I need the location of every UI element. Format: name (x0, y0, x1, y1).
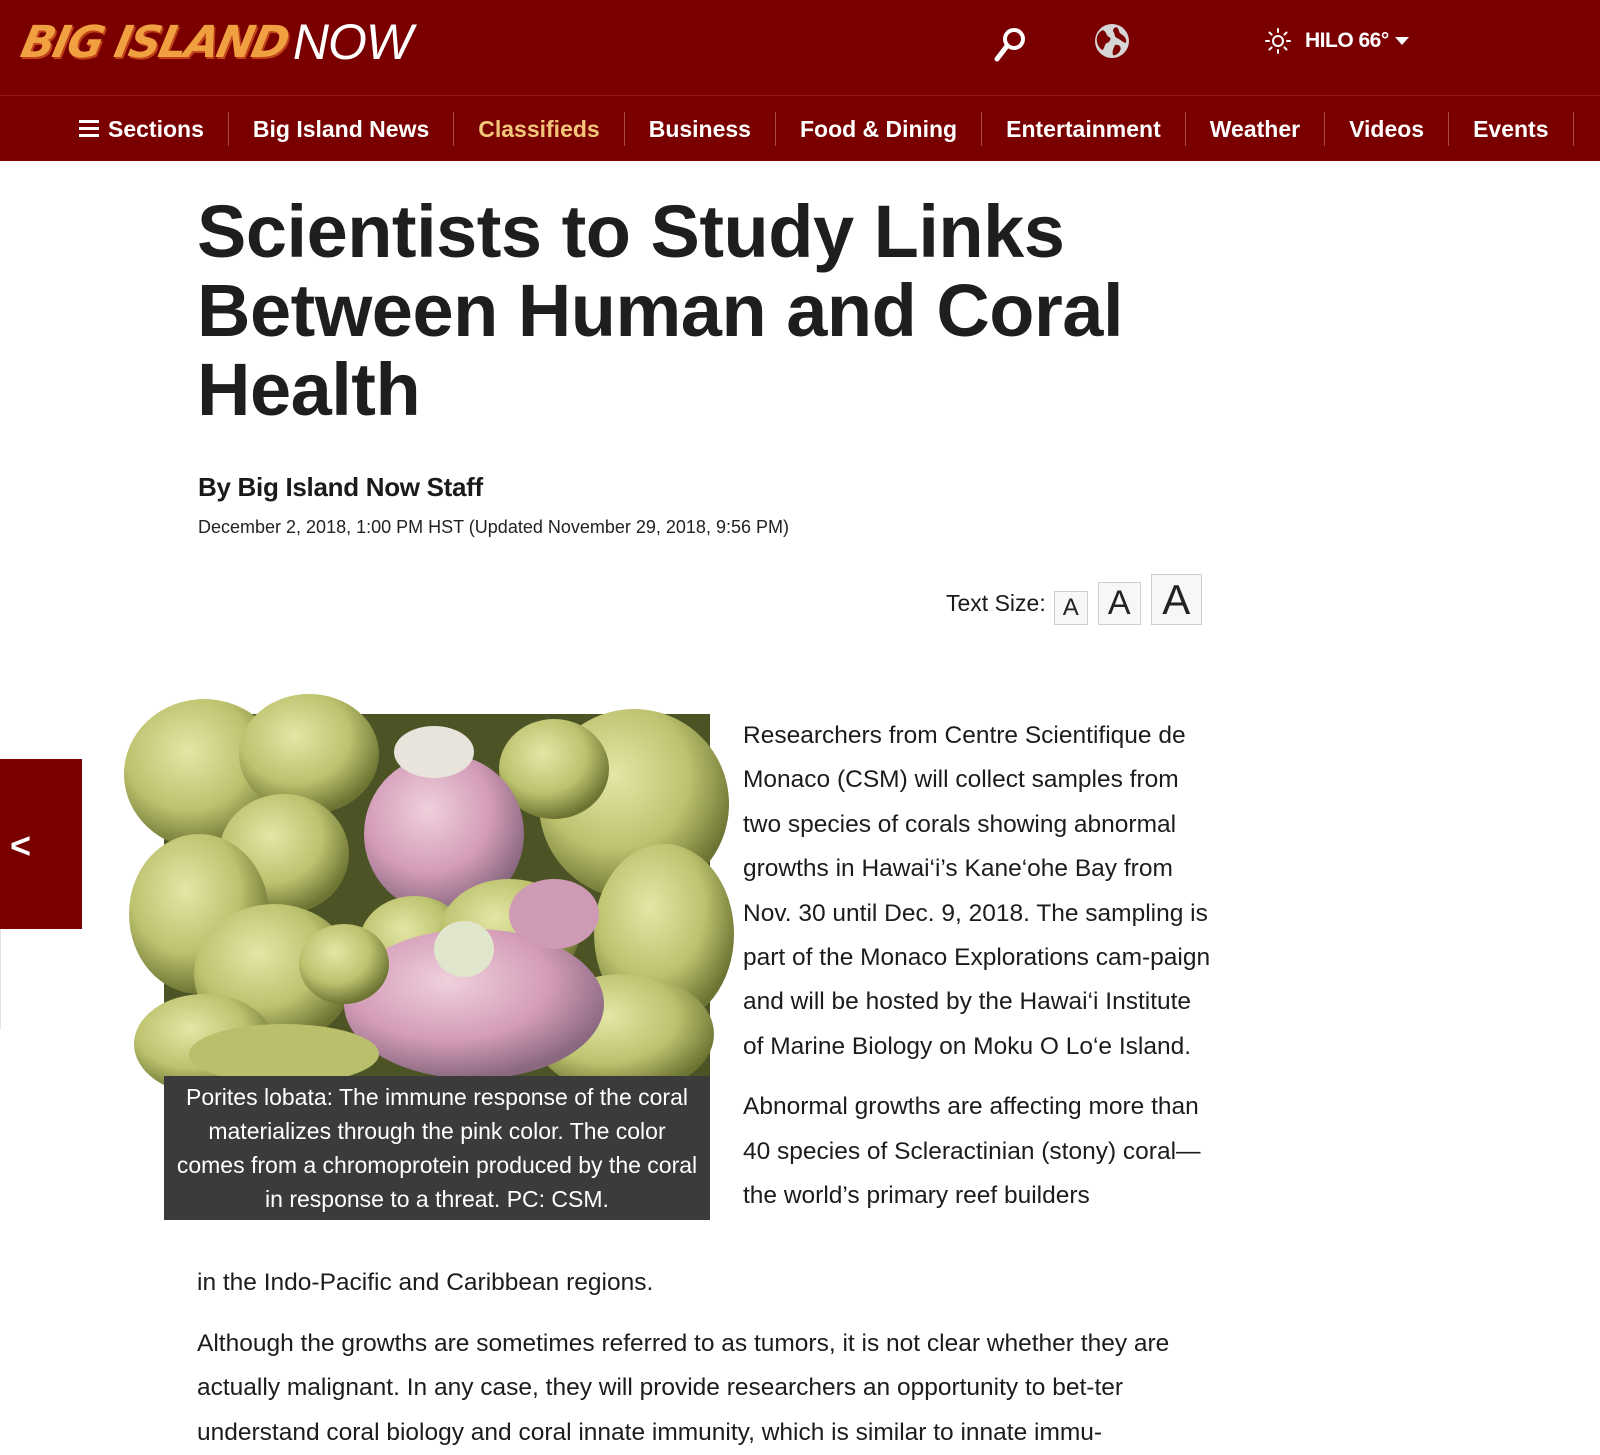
text-size-medium-button[interactable]: A (1098, 582, 1141, 625)
text-size-label: Text Size: (946, 590, 1046, 616)
weather-label: HILO 66° (1305, 29, 1389, 52)
globe-icon[interactable] (1094, 23, 1130, 59)
search-icon[interactable] (993, 26, 1027, 64)
weather-widget[interactable] (1265, 24, 1409, 58)
site-logo[interactable] (16, 12, 413, 72)
nav-item-videos[interactable] (1325, 112, 1449, 146)
nav-item-label: Weather (1209, 115, 1301, 142)
coral-photo[interactable] (164, 714, 710, 1076)
nav-item-label: Big Island News (252, 115, 430, 142)
nav-item-big-island-news[interactable] (229, 112, 454, 146)
article-paragraph: Although the growths are sometimes referred to as tumors, it is not clear whether they are actually malignant. In any case, they will provide researchers an opportunity to bet-ter understand coral biology and coral innate immunity, which is similar to innate immu- (197, 1330, 1170, 1446)
image-caption: Porites lobata: The immune response of the coral materializes through the pink color. The color comes from a chromoprotein produced by the coral in response to a threat. PC: CSM. (164, 1076, 710, 1220)
side-divider (0, 929, 1, 1029)
article-paragraph-continued: in the Indo-Pacific and Caribbean regions. (197, 1269, 654, 1296)
nav-item-label: Business (648, 115, 751, 142)
nav-item-sections[interactable] (55, 112, 229, 146)
previous-article-tab[interactable] (0, 759, 82, 929)
chevron-down-icon (1395, 37, 1409, 45)
article-headline: Scientists to Study Links Between Human and Coral Health (197, 190, 1124, 431)
article-byline[interactable]: By Big Island Now Staff (198, 472, 483, 502)
logo-primary-text: BIG ISLAND (16, 16, 293, 68)
nav-item-label: Entertainment (1006, 115, 1161, 142)
article-body-column (743, 714, 1213, 1234)
nav-item-classifieds[interactable] (454, 112, 624, 146)
nav-list (55, 96, 1574, 162)
nav-item-label: Food & Dining (799, 115, 958, 142)
text-size-controls (946, 573, 1202, 625)
site-header (0, 0, 1600, 95)
text-size-small-button[interactable]: A (1054, 591, 1088, 625)
nav-item-label: Sections (108, 115, 204, 142)
hamburger-icon (79, 120, 99, 138)
logo-secondary-text: NOW (292, 14, 413, 70)
chevron-left-icon: < (10, 825, 32, 866)
nav-item-weather[interactable] (1186, 112, 1325, 146)
text-size-large-button[interactable]: A (1151, 574, 1202, 625)
nav-item-label: Events (1473, 115, 1549, 142)
sun-icon (1265, 28, 1291, 54)
nav-item-label: Videos (1349, 115, 1425, 142)
nav-item-label: Classifieds (478, 115, 600, 142)
article-paragraph: Abnormal growths are affecting more than 40 species of Scleractinian (stony) coral—the world’s primary reef builders (743, 1093, 1201, 1210)
article-figure (164, 714, 710, 1220)
nav-item-business[interactable] (625, 112, 776, 146)
nav-item-events[interactable] (1449, 112, 1573, 146)
nav-item-entertainment[interactable] (982, 112, 1186, 146)
article-dateline: December 2, 2018, 1:00 PM HST (Updated November 29, 2018, 9:56 PM) (198, 517, 789, 537)
main-navigation (0, 95, 1600, 161)
nav-item-food-dining[interactable] (776, 112, 982, 146)
article-paragraph: Researchers from Centre Scientifique de Monaco (CSM) will collect samples from two species of corals showing abnormal growths in Hawai‘i’s Kane‘ohe Bay from Nov. 30 until Dec. 9, 2018. The sampling is part of the Monaco Explorations cam-paign and will be hosted by the Hawai‘i Institute of Marine Biology on Moku O Lo‘e Island. (743, 722, 1211, 1060)
